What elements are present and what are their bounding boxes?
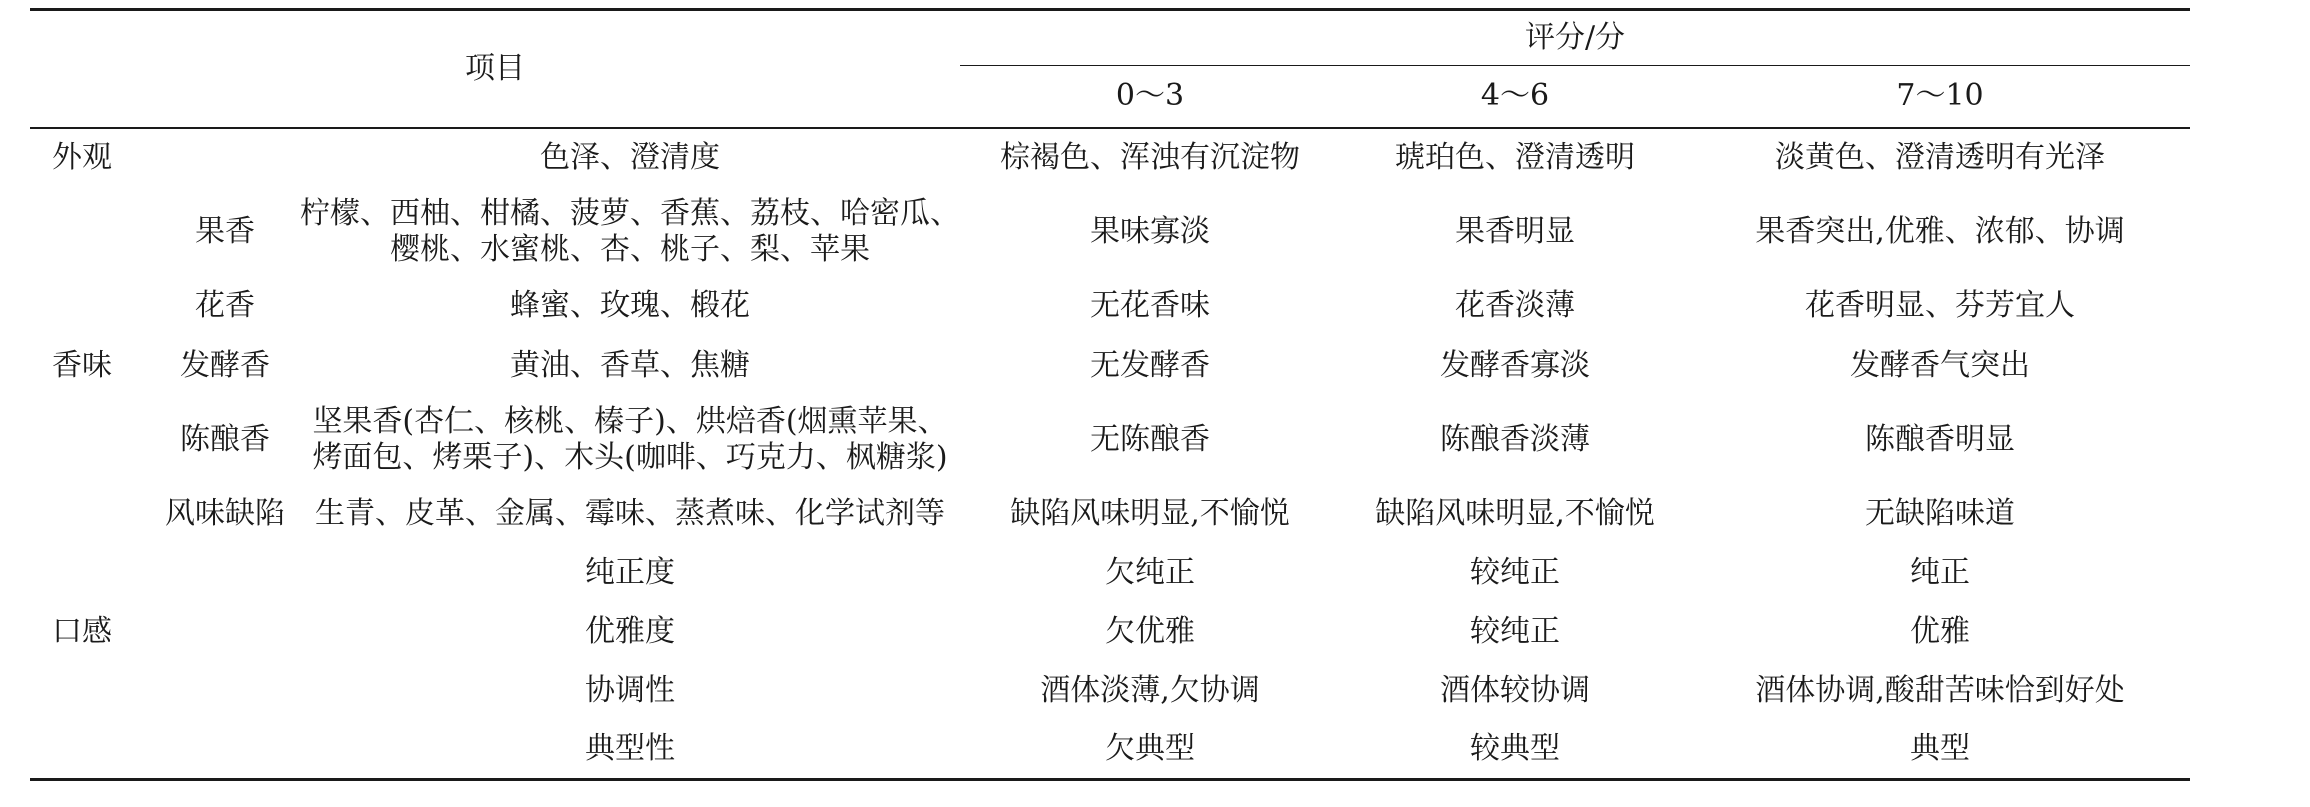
- score-mid-cell: 果香明显: [1455, 213, 1575, 249]
- item-cell: 协调性: [585, 673, 675, 708]
- score-low-cell: 缺陷风味明显,不愉悦: [1010, 495, 1290, 531]
- score-mid-cell: 酒体较协调: [1440, 673, 1590, 708]
- score-high-cell: 优雅: [1910, 614, 1971, 649]
- table-row: [30, 396, 2190, 484]
- table-row: [30, 603, 2190, 662]
- score-low-cell: 酒体淡薄,欠协调: [1040, 673, 1260, 708]
- score-high-cell: 无缺陷味道: [1865, 495, 2016, 531]
- score-high-cell: 发酵香气突出: [1850, 347, 2031, 383]
- item-cell: 生青、皮革、金属、霉味、蒸煮味、化学试剂等: [315, 495, 945, 531]
- score-low-cell: 果味寡淡: [1090, 213, 1210, 249]
- header-score-mid: 4～6: [1340, 66, 1690, 128]
- score-low-cell: 无陈酿香: [1090, 421, 1210, 457]
- score-high-cell: 陈酿香明显: [1865, 421, 2016, 457]
- score-mid-cell: 较纯正: [1470, 614, 1560, 649]
- score-high-cell: 淡黄色、澄清透明有光泽: [1775, 140, 2106, 175]
- sub-cell: [150, 128, 300, 188]
- header-score-low: 0～3: [960, 66, 1340, 128]
- category-cell: [30, 396, 150, 484]
- table-row: [30, 128, 2190, 188]
- score-high-cell: 纯正: [1910, 555, 1971, 590]
- header-item: 项目: [30, 10, 960, 128]
- table-row: [30, 662, 2190, 721]
- category-cell: 口感: [52, 614, 112, 649]
- sub-cell: [150, 603, 300, 662]
- sub-cell: [150, 721, 300, 780]
- item-line: 坚果香(杏仁、核桃、榛子)、烘焙香(烟熏苹果、: [312, 403, 948, 439]
- item-line: 柠檬、西柚、柑橘、菠萝、香蕉、荔枝、哈密瓜、: [300, 195, 960, 231]
- category-cell: [30, 544, 150, 603]
- score-mid-cell: 缺陷风味明显,不愉悦: [1375, 495, 1655, 531]
- item-cell: 典型性: [300, 721, 960, 780]
- item-cell: [300, 188, 960, 276]
- table-row: [30, 721, 2190, 780]
- item-cell: 色泽、澄清度: [540, 140, 720, 175]
- item-line: 樱桃、水蜜桃、杏、桃子、梨、苹果: [390, 231, 870, 267]
- score-mid-cell: 琥珀色、澄清透明: [1395, 140, 1635, 175]
- category-cell: [30, 662, 150, 721]
- sub-cell: 风味缺陷: [165, 495, 285, 531]
- category-cell: [30, 721, 150, 780]
- score-mid-cell: 较纯正: [1470, 555, 1560, 590]
- item-cell: 蜂蜜、玫瑰、椴花: [510, 287, 750, 323]
- table-row: [30, 276, 2190, 336]
- item-cell: [300, 396, 960, 484]
- table-row: [30, 188, 2190, 276]
- category-cell: [30, 188, 150, 276]
- score-high-cell: 花香明显、芬芳宜人: [1805, 287, 2076, 323]
- category-cell: 香味: [52, 347, 112, 383]
- header-score-group: 评分/分: [960, 10, 2190, 66]
- table-row: [30, 336, 2190, 396]
- score-low-cell: 欠典型: [960, 721, 1340, 780]
- item-cell: 优雅度: [585, 614, 675, 649]
- score-mid-cell: 陈酿香淡薄: [1440, 421, 1590, 457]
- category-cell: [30, 484, 150, 544]
- category-cell: 外观: [52, 140, 112, 175]
- score-mid-cell: 花香淡薄: [1455, 287, 1575, 323]
- score-high-cell: 果香突出,优雅、浓郁、协调: [1755, 213, 2125, 249]
- item-cell: 纯正度: [585, 555, 675, 590]
- score-low-cell: 欠纯正: [1105, 555, 1195, 590]
- score-low-cell: 欠优雅: [1105, 614, 1195, 649]
- header-row-1: [30, 10, 2190, 66]
- item-cell: 黄油、香草、焦糖: [510, 347, 750, 383]
- score-high-cell: 酒体协调,酸甜苦味恰到好处: [1755, 673, 2125, 708]
- sub-cell: 发酵香: [180, 347, 270, 383]
- sub-cell: 果香: [195, 213, 255, 249]
- category-cell: [30, 276, 150, 336]
- table-row: [30, 484, 2190, 544]
- sub-cell: 花香: [195, 287, 255, 323]
- item-line: 烤面包、烤栗子)、木头(咖啡、巧克力、枫糖浆): [312, 439, 948, 475]
- sensory-evaluation-table: [30, 8, 2190, 781]
- header-score-high: 7～10: [1690, 66, 2190, 128]
- sub-cell: 陈酿香: [180, 421, 270, 457]
- sub-cell: [150, 544, 300, 603]
- score-low-cell: 无花香味: [1090, 287, 1210, 323]
- score-mid-cell: 发酵香寡淡: [1440, 347, 1590, 383]
- score-low-cell: 无发酵香: [1090, 347, 1210, 383]
- table-row: [30, 544, 2190, 603]
- sub-cell: [150, 662, 300, 721]
- score-low-cell: 棕褐色、浑浊有沉淀物: [1000, 140, 1300, 175]
- score-mid-cell: 较典型: [1340, 721, 1690, 780]
- score-high-cell: 典型: [1690, 721, 2190, 780]
